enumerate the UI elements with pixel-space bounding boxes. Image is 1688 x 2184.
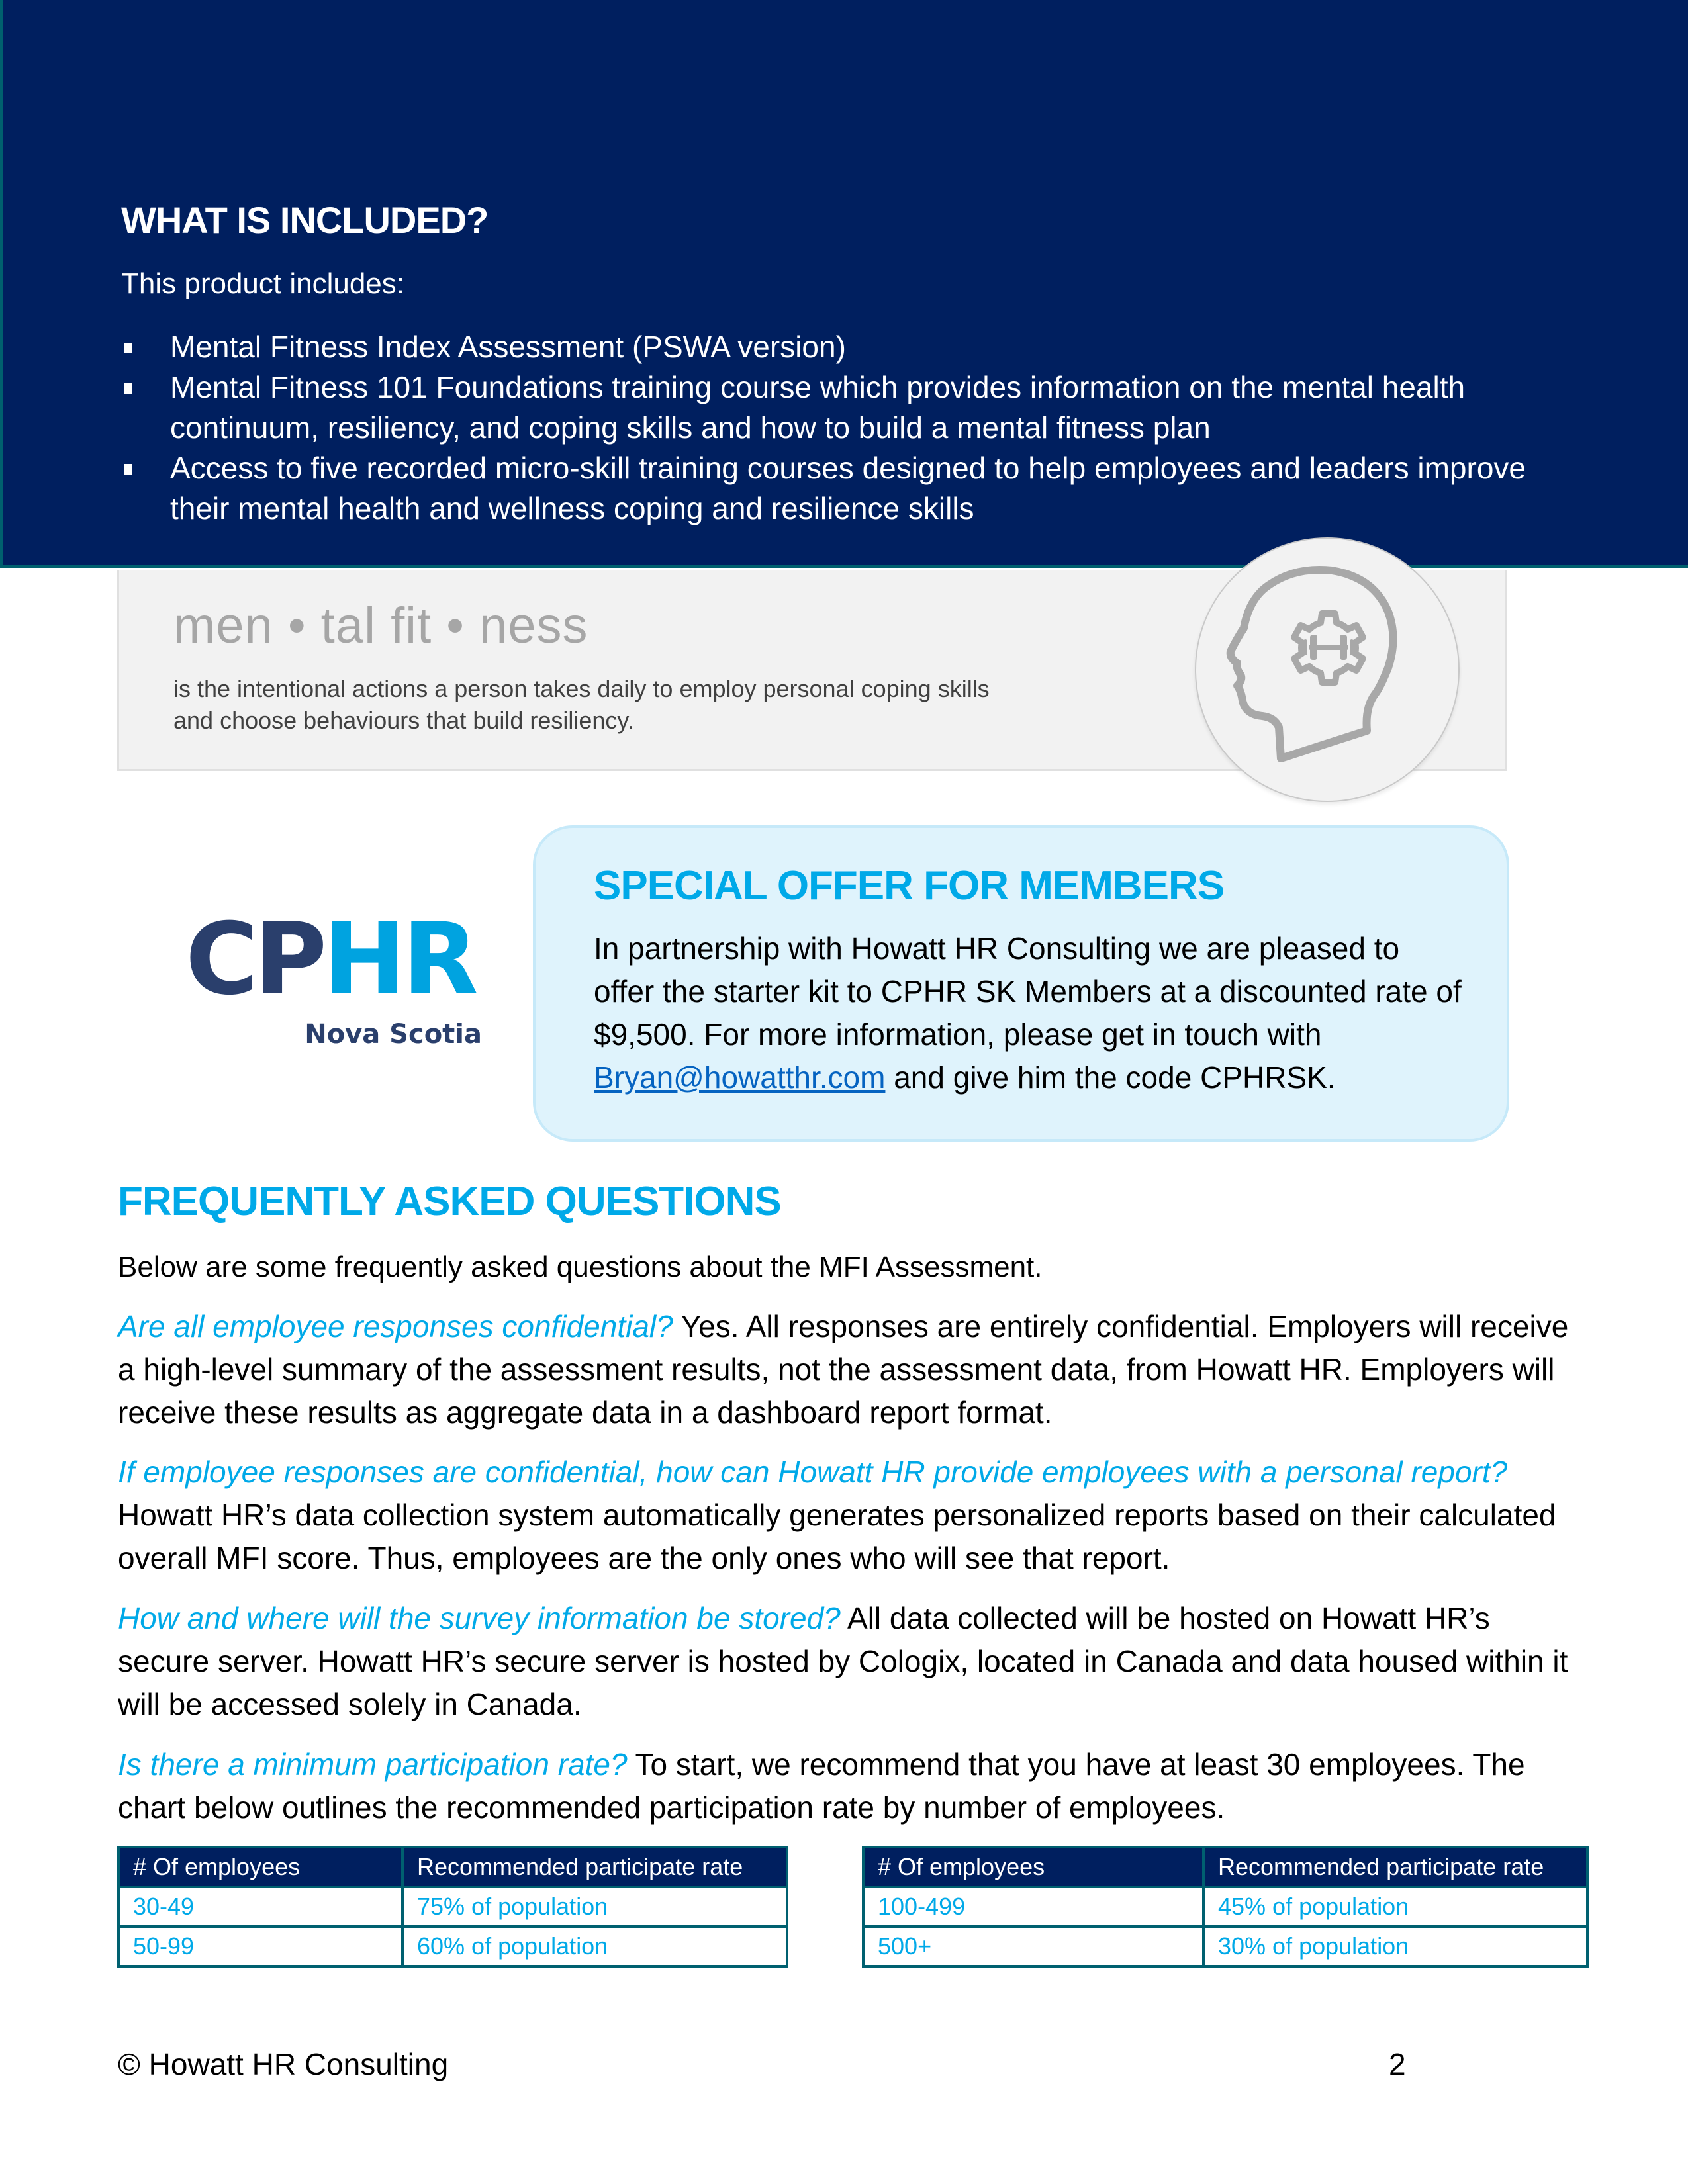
faq-question: Are all employee responses confidential?	[118, 1309, 673, 1343]
cphr-nova-scotia-logo	[185, 902, 490, 1059]
list-item-text: Access to five recorded micro-skill training courses designed to help employees and leaders improve their mental health and wellness coping and resilience skills	[170, 451, 1526, 525]
square-bullet-icon	[124, 343, 132, 353]
definition-word: men • tal fit • ness	[173, 598, 588, 654]
faq-item	[118, 1597, 1581, 1726]
header-intro: This product includes:	[121, 267, 404, 300]
offer-text-body: In partnership with Howatt HR Consulting we are pleased to offer the starter kit to CPHR SK Members at a discounted rate of $9,500. For more information, please get in touch with	[594, 931, 1462, 1052]
table-header-row	[118, 1847, 787, 1887]
participation-table-large	[862, 1846, 1589, 1968]
list-item	[121, 448, 1577, 529]
header-band	[0, 0, 1688, 568]
faq-answer: Howatt HR’s data collection system automatically generates personalized reports based on their calculated overall MFI score. Thus, employees are the only ones who will see that report.	[118, 1498, 1556, 1575]
head-with-gear-dumbbell-icon	[1196, 539, 1461, 803]
faq-question: Is there a minimum participation rate?	[118, 1747, 628, 1782]
faq-title: FREQUENTLY ASKED QUESTIONS	[118, 1179, 781, 1224]
table-cell: 75% of population	[402, 1887, 787, 1927]
faq-item	[118, 1305, 1581, 1434]
list-item-text: Mental Fitness 101 Foundations training course which provides information on the mental health continuum, resiliency, and coping skills and how to build a mental fitness plan	[170, 370, 1466, 445]
square-bullet-icon	[124, 464, 132, 475]
table-cell: 30-49	[118, 1887, 402, 1927]
list-item	[121, 367, 1577, 448]
participation-table-small	[117, 1846, 788, 1968]
definition-line-1: is the intentional actions a person takes daily to employ personal coping skills	[173, 675, 990, 702]
faq-answer: Yes. All responses are entirely confidential. Employers will receive a high-level summary of the assessment results, not the assessment data, from Howatt HR. Employers will receive these results as aggregate data in a dashboard report format.	[118, 1309, 1569, 1430]
definition-text	[173, 673, 1166, 737]
table-cell: 30% of population	[1203, 1927, 1587, 1966]
table-row	[118, 1927, 787, 1966]
email-link[interactable]: Bryan@howatthr.com	[594, 1060, 886, 1095]
column-header: Recommended participate rate	[402, 1847, 787, 1887]
faq-item	[118, 1451, 1581, 1580]
offer-title: SPECIAL OFFER FOR MEMBERS	[594, 863, 1225, 909]
offer-text	[594, 927, 1468, 1099]
table-cell: 100-499	[863, 1887, 1203, 1927]
section-title-what-is-included: WHAT IS INCLUDED?	[121, 199, 489, 241]
list-item	[121, 327, 1577, 367]
table-cell: 50-99	[118, 1927, 402, 1966]
column-header: # Of employees	[118, 1847, 402, 1887]
definition-line-2: and choose behaviours that build resiliency.	[173, 707, 634, 734]
column-header: Recommended participate rate	[1203, 1847, 1587, 1887]
table-cell: 500+	[863, 1927, 1203, 1966]
list-item-text: Mental Fitness Index Assessment (PSWA version)	[170, 330, 846, 364]
included-list	[121, 327, 1577, 529]
square-bullet-icon	[124, 383, 132, 394]
footer-copyright: © Howatt HR Consulting	[118, 2047, 449, 2081]
column-header: # Of employees	[863, 1847, 1203, 1887]
faq-answer: All data collected will be hosted on Howatt HR’s secure server. Howatt HR’s secure server is hosted by Cologix, located in Canada and data housed within it will be accessed solely in Canada.	[118, 1601, 1568, 1721]
faq-intro: Below are some frequently asked questions about the MFI Assessment.	[118, 1251, 1043, 1283]
logo-hr: HR	[323, 902, 475, 1017]
logo-cp: CP	[185, 902, 324, 1017]
logo-subtitle: Nova Scotia	[305, 1019, 482, 1050]
table-row	[863, 1887, 1587, 1927]
faq-question: If employee responses are confidential, how can Howatt HR provide employees with a personal report?	[118, 1455, 1508, 1489]
logo-mark	[185, 902, 490, 1017]
table-cell: 45% of population	[1203, 1887, 1587, 1927]
faq-item	[118, 1743, 1581, 1829]
page-number: 2	[1389, 2047, 1406, 2081]
head-gear-badge	[1195, 537, 1460, 802]
faq-answer: To start, we recommend that you have at least 30 employees. The chart below outlines the recommended participation rate by number of employees.	[118, 1747, 1525, 1825]
offer-text-tail: and give him the code CPHRSK.	[885, 1060, 1336, 1095]
table-cell: 60% of population	[402, 1927, 787, 1966]
faq-question: How and where will the survey information be stored?	[118, 1601, 841, 1635]
table-row	[863, 1927, 1587, 1966]
table-row	[118, 1887, 787, 1927]
special-offer-box	[533, 825, 1509, 1142]
table-header-row	[863, 1847, 1587, 1887]
